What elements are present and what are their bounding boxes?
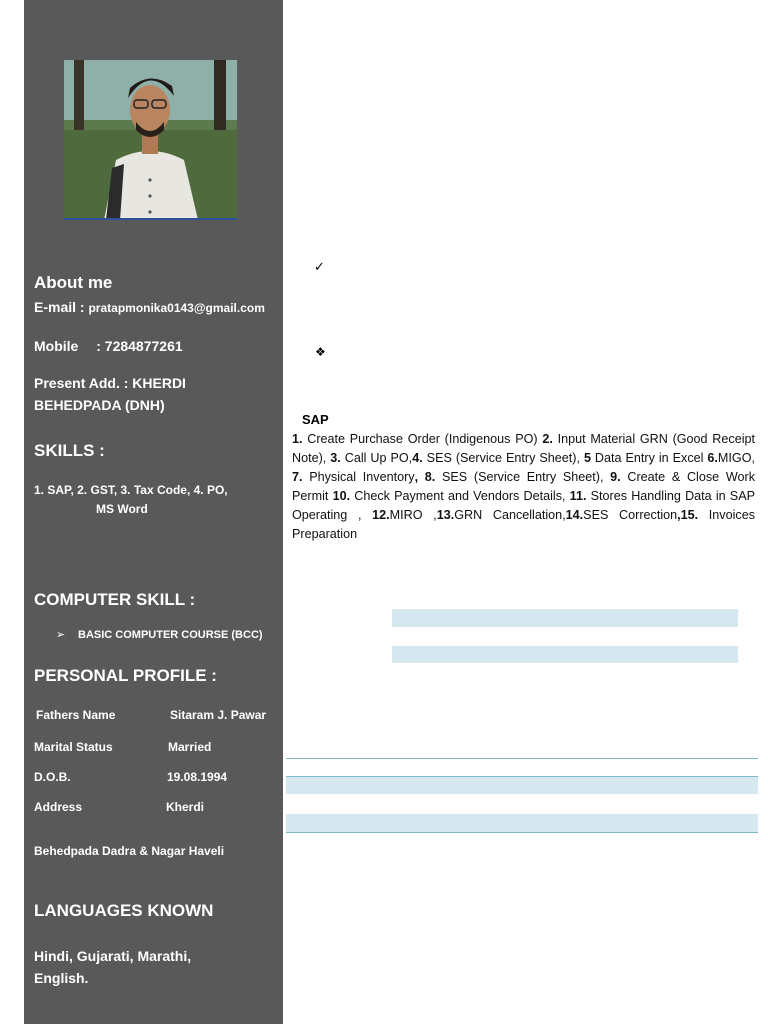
- highlight-band-1: [392, 609, 738, 627]
- languages-line-2: English.: [34, 970, 89, 986]
- sap-item-number: 9.: [610, 470, 621, 484]
- profile-row-dob: [34, 770, 274, 784]
- sap-item-text: MIGO,: [717, 451, 755, 465]
- profile-label: Address: [34, 800, 83, 814]
- highlight-band-2: [392, 646, 738, 663]
- sap-item-text: Physical Inventory: [302, 470, 415, 484]
- sap-item-number: 2.: [542, 432, 553, 446]
- sap-item-number: 1.: [292, 432, 303, 446]
- sap-item-number: 12.: [372, 508, 390, 522]
- checkmark-icon: ✓: [314, 259, 325, 274]
- address-continued: Behedpada Dadra & Nagar Haveli: [34, 844, 225, 858]
- skills-heading: SKILLS :: [34, 441, 105, 460]
- address-line-1: Present Add. : KHERDI: [34, 375, 186, 391]
- bullet-arrow-icon: ➢: [56, 629, 66, 641]
- profile-photo-image: [64, 60, 237, 220]
- profile-label: Marital Status: [34, 740, 113, 754]
- email-value: pratapmonika0143@gmail.com: [88, 301, 265, 315]
- sap-item-text: Input Material GRN (Good Receipt Note),: [292, 432, 755, 465]
- profile-value: Sitaram J. Pawar: [170, 708, 267, 722]
- address-line-2: BEHEDPADA (DNH): [34, 397, 165, 413]
- divider-line-1: [286, 758, 758, 759]
- about-heading: About me: [34, 273, 113, 292]
- sap-item-text: SES Correction: [583, 508, 678, 522]
- sap-title: SAP: [302, 412, 329, 427]
- sap-item-number: 5: [583, 451, 591, 465]
- sap-item-text: Create & Close Work Permit: [292, 470, 755, 503]
- sap-item-text: Call Up PO,: [340, 451, 413, 465]
- computer-skill-item: BASIC COMPUTER COURSE (BCC): [78, 629, 263, 641]
- sap-item-text: SES (Service Entry Sheet),: [422, 451, 584, 465]
- sap-item-number: ,15.: [677, 508, 699, 522]
- profile-row-marital: [34, 740, 274, 754]
- sap-item-text: MIRO ,: [389, 508, 437, 522]
- divider-line-2: [286, 776, 758, 777]
- profile-value: Kherdi: [166, 800, 205, 814]
- skills-line-2: MS Word: [96, 502, 148, 516]
- sap-item-number: 7.: [292, 470, 303, 484]
- profile-row-father: [36, 708, 276, 722]
- profile-value: 19.08.1994: [167, 770, 228, 784]
- sap-item-number: 6.: [707, 451, 718, 465]
- mobile-line: [34, 338, 183, 354]
- sap-item-number: 14.: [565, 508, 584, 522]
- personal-profile-heading: PERSONAL PROFILE :: [34, 666, 217, 685]
- sap-item-number: 10.: [332, 489, 351, 503]
- sap-item-text: Stores Handling Data in SAP Operating ,: [292, 489, 756, 522]
- profile-value: Married: [168, 740, 212, 754]
- profile-label: Fathers Name: [36, 708, 116, 722]
- sap-item-text: GRN Cancellation,: [454, 508, 566, 522]
- highlight-band-3: [286, 776, 758, 794]
- divider-line-3: [286, 832, 758, 833]
- mobile-value: : 7284877261: [96, 338, 183, 354]
- sap-item-text: Data Entry in Excel: [590, 451, 708, 465]
- sap-item-number: 3.: [330, 451, 341, 465]
- profile-label: D.O.B.: [34, 770, 71, 784]
- sap-item-text: Create Purchase Order (Indigenous PO): [302, 432, 543, 446]
- highlight-band-4: [286, 814, 758, 832]
- skills-line-1: 1. SAP, 2. GST, 3. Tax Code, 4. PO,: [34, 483, 228, 497]
- sap-item-number: 4.: [412, 451, 423, 465]
- diamond-bullet-icon: ❖: [315, 345, 326, 359]
- computer-skill-heading: COMPUTER SKILL :: [34, 590, 196, 609]
- email-line: [34, 299, 265, 315]
- sap-item-number: 11.: [569, 489, 587, 503]
- email-label: E-mail :: [34, 299, 85, 315]
- languages-line-1: Hindi, Gujarati, Marathi,: [34, 948, 192, 964]
- sap-description: [292, 430, 755, 544]
- sap-item-text: SES (Service Entry Sheet),: [435, 470, 611, 484]
- sap-item-number: , 8.: [414, 470, 436, 484]
- sap-item-number: 13.: [436, 508, 455, 522]
- sap-item-text: Check Payment and Vendors Details,: [350, 489, 570, 503]
- sap-item-text: Invoices Preparation: [292, 508, 755, 541]
- languages-heading: LANGUAGES KNOWN: [34, 901, 214, 920]
- profile-row-address: [34, 800, 274, 814]
- profile-photo: [64, 60, 237, 220]
- sidebar: [24, 0, 283, 1024]
- mobile-label: Mobile: [34, 338, 79, 354]
